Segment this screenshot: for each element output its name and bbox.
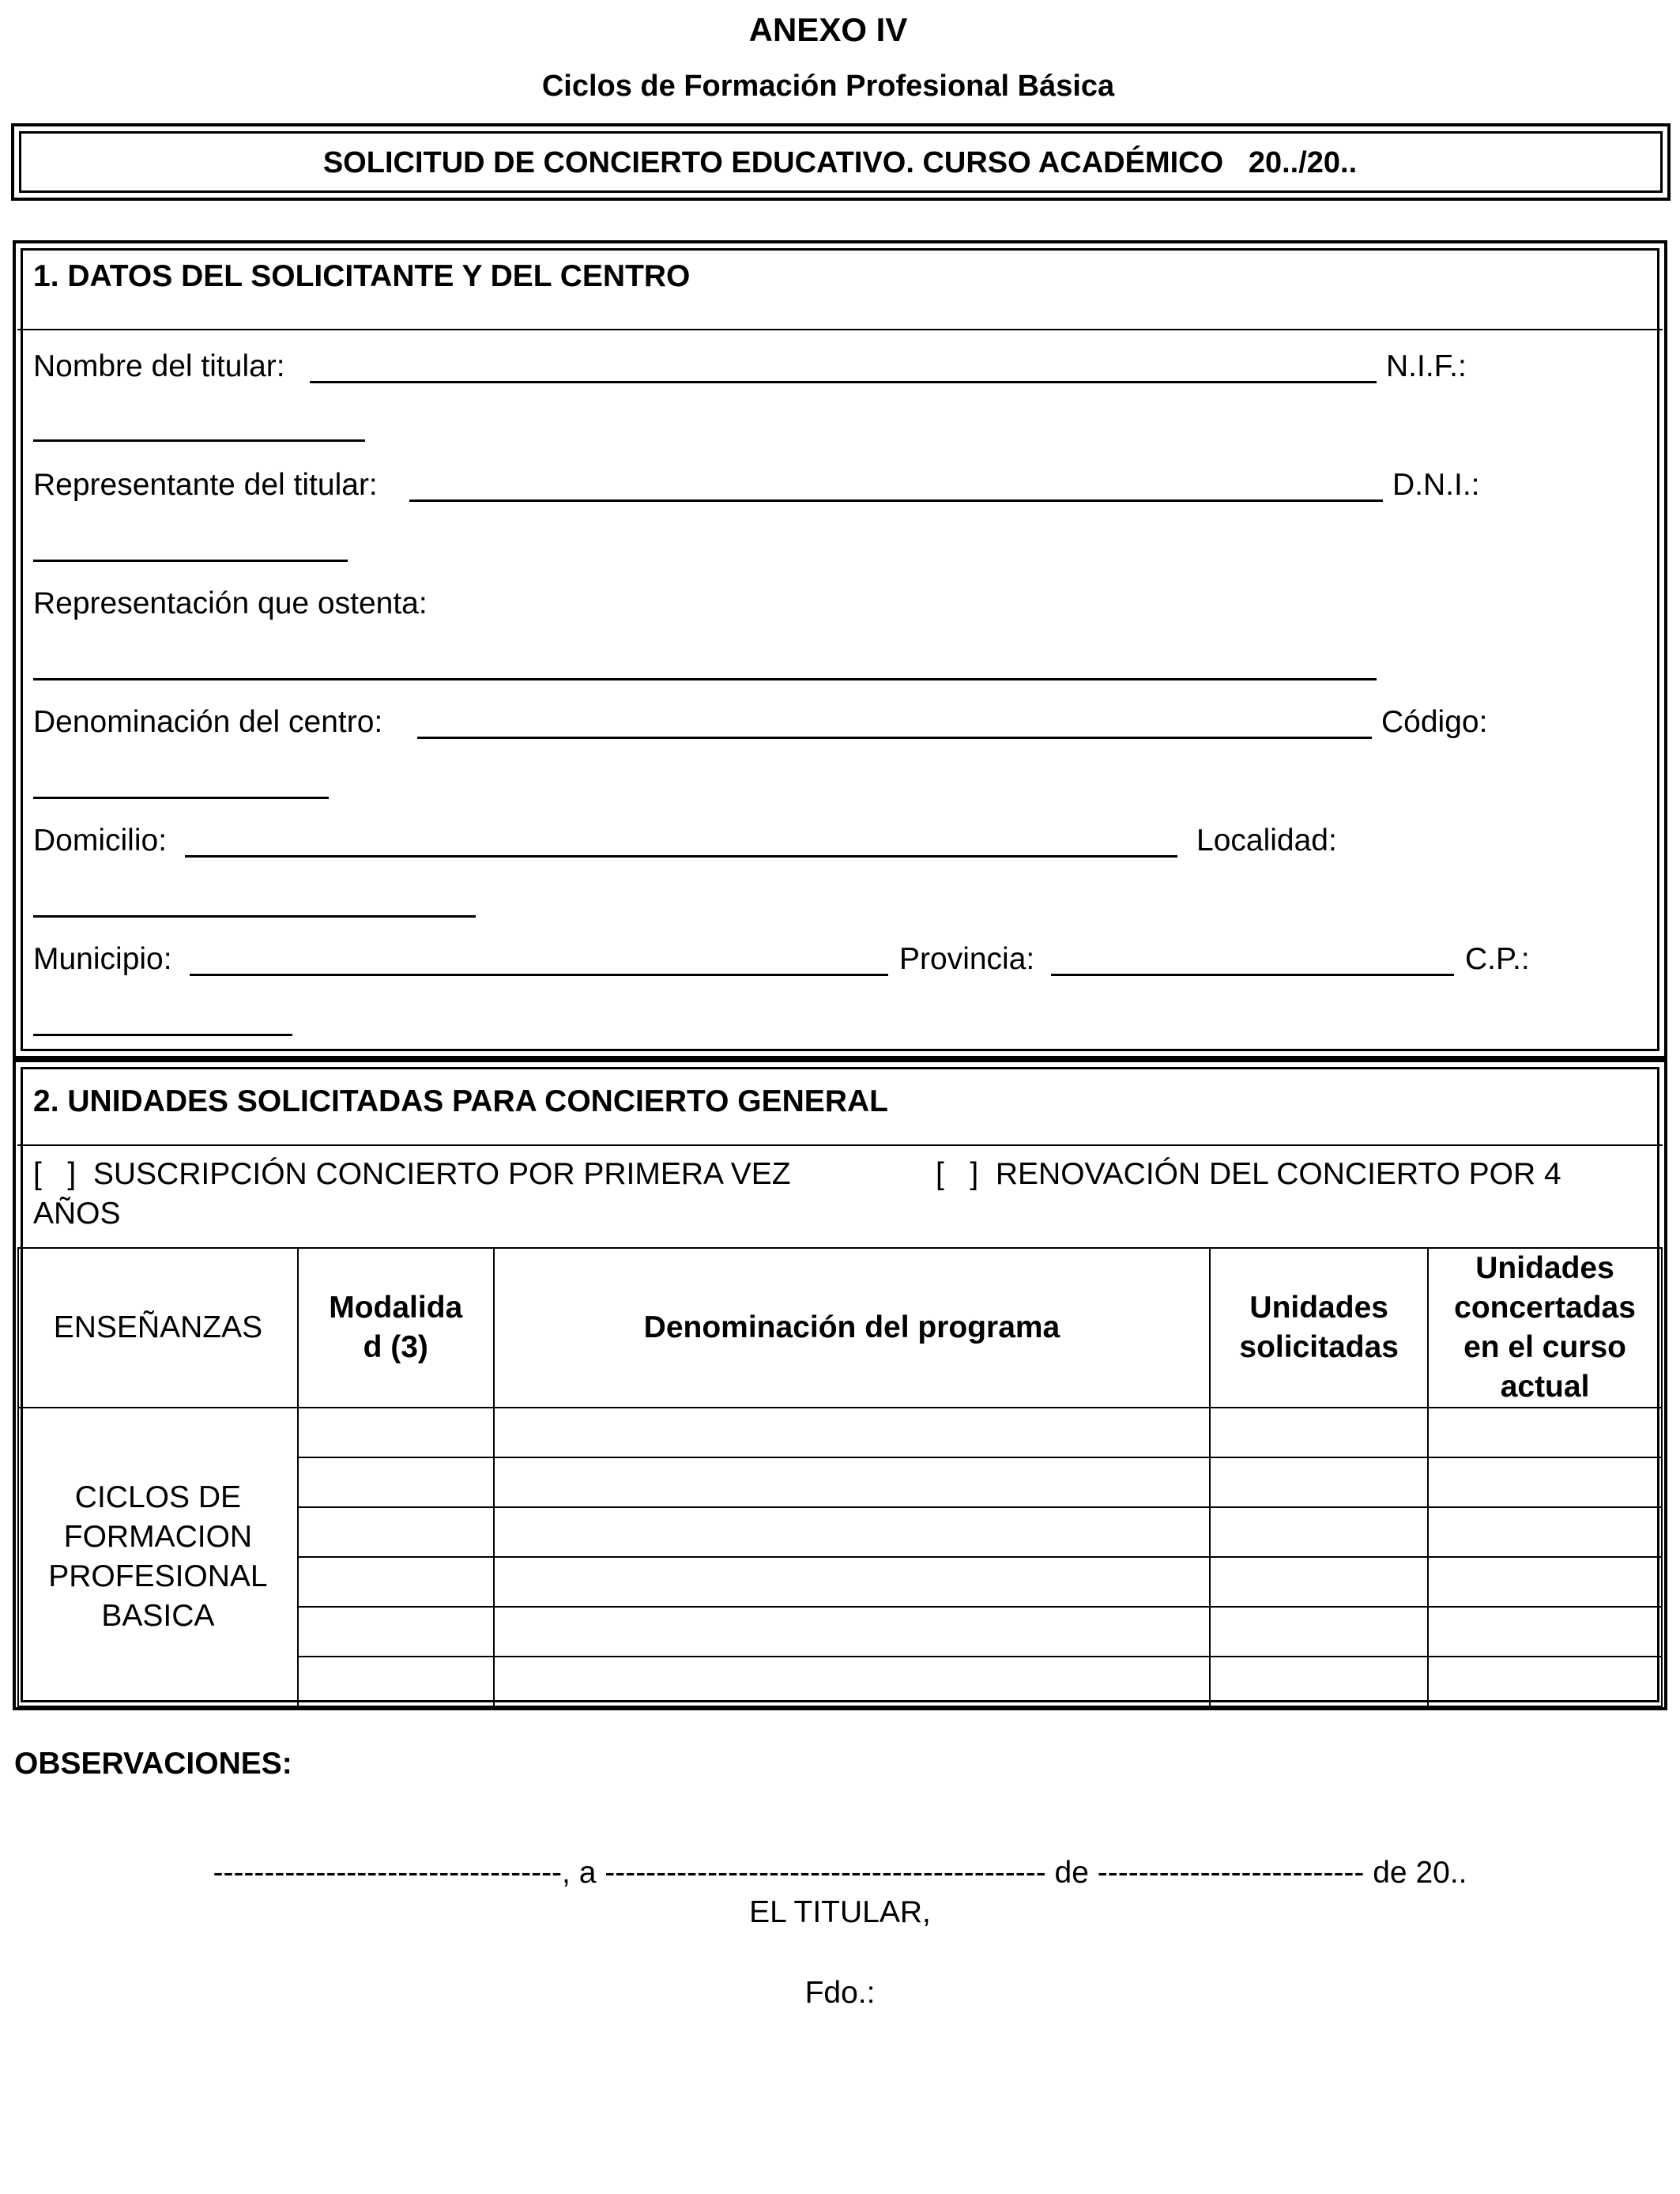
header-denominacion: Denominación del programa — [494, 1248, 1211, 1408]
nif-label: N.I.F.: — [1386, 349, 1467, 383]
page-title: ANEXO IV — [748, 11, 908, 48]
observaciones-label: OBSERVACIONES: — [14, 1747, 292, 1781]
cell-modalidad[interactable] — [298, 1557, 494, 1607]
municipio-label: Municipio: — [33, 942, 172, 976]
header-unidades-solicitadas: Unidades solicitadas — [1210, 1248, 1428, 1408]
provincia-input-line[interactable] — [1051, 974, 1454, 976]
form-title: SOLICITUD DE CONCIERTO EDUCATIVO. CURSO ACADÉMICO 20../20.. — [322, 146, 1358, 179]
cell-denominacion[interactable] — [494, 1507, 1211, 1557]
section1-title: 1. DATOS DEL SOLICITANTE Y DEL CENTRO — [33, 259, 691, 293]
cell-concertadas[interactable] — [1428, 1607, 1662, 1657]
representante-label: Representante del titular: — [33, 468, 378, 502]
header-unidades-concertadas: Unidades concertadas en el curso actual — [1428, 1248, 1662, 1408]
table-row — [18, 1408, 1662, 1457]
cell-concertadas[interactable] — [1428, 1457, 1662, 1507]
centro-input-line[interactable] — [417, 737, 1372, 739]
section2-divider — [17, 1144, 1663, 1146]
dni-label: D.N.I.: — [1392, 468, 1480, 502]
fdo-label: Fdo.: — [804, 1976, 876, 2010]
cell-modalidad[interactable] — [298, 1408, 494, 1457]
cp-input-line[interactable] — [33, 1034, 292, 1036]
nif-input-line[interactable] — [33, 439, 365, 442]
cell-denominacion[interactable] — [494, 1408, 1211, 1457]
section1-divider — [17, 329, 1663, 330]
cell-solicitadas[interactable] — [1210, 1607, 1428, 1657]
cell-concertadas[interactable] — [1428, 1657, 1662, 1706]
provincia-label: Provincia: — [899, 942, 1035, 976]
cell-denominacion[interactable] — [494, 1557, 1211, 1607]
localidad-label: Localidad: — [1196, 824, 1337, 858]
cell-modalidad[interactable] — [298, 1457, 494, 1507]
representacion-label: Representación que ostenta: — [33, 586, 428, 620]
cell-solicitadas[interactable] — [1210, 1557, 1428, 1607]
cell-solicitadas[interactable] — [1210, 1657, 1428, 1706]
cell-denominacion[interactable] — [494, 1457, 1211, 1507]
option-renovacion[interactable]: [ ] RENOVACIÓN DEL CONCIERTO POR 4 — [936, 1157, 1561, 1191]
unidades-table — [17, 1247, 1663, 1707]
domicilio-input-line[interactable] — [185, 855, 1177, 858]
cell-modalidad[interactable] — [298, 1607, 494, 1657]
table-header-row — [18, 1248, 1662, 1408]
cell-concertadas[interactable] — [1428, 1408, 1662, 1457]
codigo-input-line[interactable] — [33, 797, 329, 799]
el-titular-label: EL TITULAR, — [749, 1895, 931, 1929]
option-primera-vez[interactable]: [ ] SUSCRIPCIÓN CONCIERTO POR PRIMERA VEZ — [33, 1157, 791, 1191]
codigo-label: Código: — [1381, 705, 1488, 739]
cell-concertadas[interactable] — [1428, 1507, 1662, 1557]
place-date-line[interactable]: ----------------------------------, a ------------------------------------------- de -------------------------- de 20.. — [213, 1856, 1467, 1890]
row-label-ciclos: CICLOS DE FORMACION PROFESIONAL BASICA — [18, 1408, 298, 1706]
cell-concertadas[interactable] — [1428, 1557, 1662, 1607]
titular-input-line[interactable] — [310, 381, 1377, 383]
cell-modalidad[interactable] — [298, 1507, 494, 1557]
cell-solicitadas[interactable] — [1210, 1457, 1428, 1507]
representacion-input-line[interactable] — [33, 678, 1377, 680]
option-renovacion-continued: AÑOS — [33, 1197, 121, 1231]
cell-solicitadas[interactable] — [1210, 1507, 1428, 1557]
cell-denominacion[interactable] — [494, 1607, 1211, 1657]
cp-label: C.P.: — [1465, 942, 1530, 976]
localidad-input-line[interactable] — [33, 915, 476, 918]
page-subtitle: Ciclos de Formación Profesional Básica — [541, 70, 1115, 103]
header-modalidad: Modalida d (3) — [298, 1248, 494, 1408]
domicilio-label: Domicilio: — [33, 824, 168, 858]
municipio-input-line[interactable] — [190, 974, 888, 976]
cell-denominacion[interactable] — [494, 1657, 1211, 1706]
centro-label: Denominación del centro: — [33, 705, 383, 739]
cell-solicitadas[interactable] — [1210, 1408, 1428, 1457]
header-ensenanzas: ENSEÑANZAS — [18, 1248, 298, 1408]
section2-title: 2. UNIDADES SOLICITADAS PARA CONCIERTO GENERAL — [33, 1084, 888, 1118]
titular-label: Nombre del titular: — [33, 349, 285, 383]
dni-input-line[interactable] — [33, 560, 348, 562]
cell-modalidad[interactable] — [298, 1657, 494, 1706]
representante-input-line[interactable] — [409, 499, 1383, 502]
